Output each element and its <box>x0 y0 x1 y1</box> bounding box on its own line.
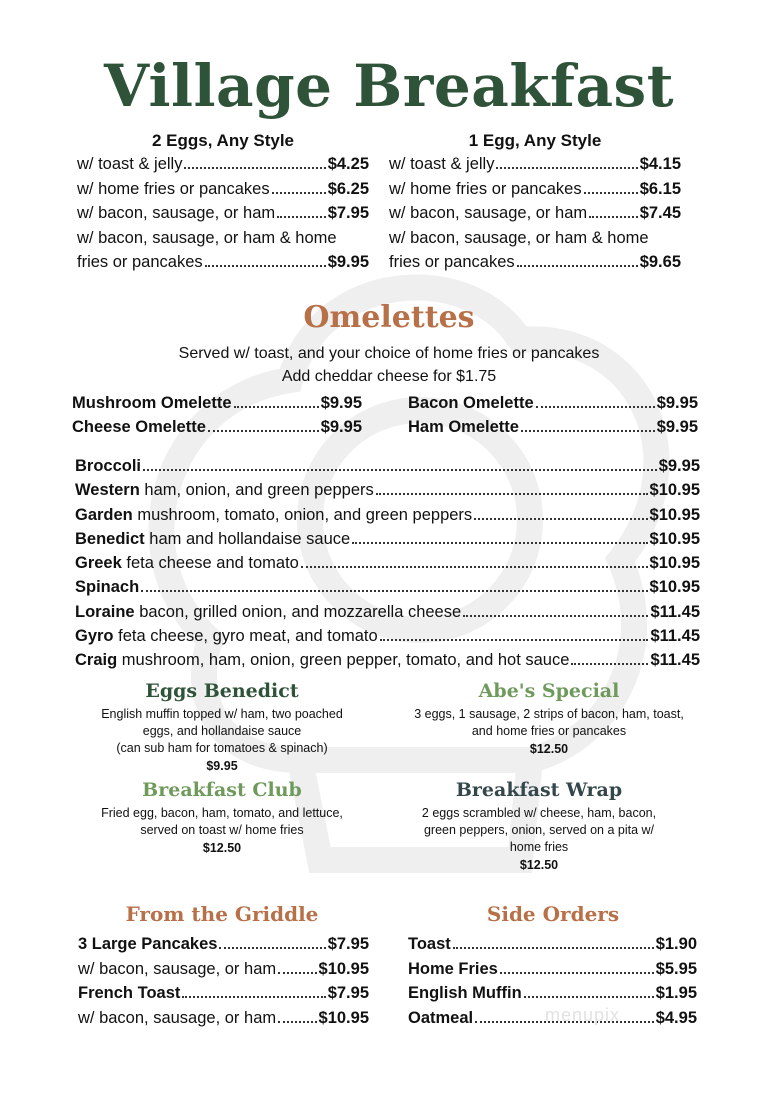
menu-item: Home Fries $5.95 <box>408 959 697 978</box>
menu-item: Craig mushroom, ham, onion, green pepper, tomato, and hot sauce $11.45 <box>75 651 700 670</box>
breakfast-wrap-special: Breakfast Wrap 2 eggs scrambled w/ cheese, ham, bacon, green peppers, onion, served on a pita w/ home fries $12.50 <box>388 779 690 874</box>
special-title: Breakfast Wrap <box>455 779 623 801</box>
menu-item: w/ bacon, sausage, or ham $7.95 <box>77 204 369 222</box>
menu-item: Bacon Omelette $9.95 <box>408 394 698 412</box>
menu-item-multiline-1: w/ bacon, sausage, or ham & home <box>389 228 649 247</box>
menu-item: English Muffin $1.95 <box>408 984 697 1002</box>
breakfast-club-special: Breakfast Club Fried egg, bacon, ham, tomato, and lettuce, served on toast w/ home fries $12.50 <box>72 779 372 857</box>
sides-heading-wrap <box>398 902 708 930</box>
menu-item: Mushroom Omelette $9.95 <box>72 394 362 412</box>
menu-item: 3 Large Pancakes $7.95 <box>78 935 369 953</box>
special-price: $12.50 <box>202 841 242 855</box>
menu-item: Greek feta cheese and tomato $10.95 <box>75 554 700 573</box>
two-eggs-section <box>77 131 369 278</box>
menu-item: Oatmeal $4.95 <box>408 1008 697 1027</box>
menu-item: Cheese Omelette $9.95 <box>72 418 362 437</box>
menu-item: Gyro feta cheese, gyro meat, and tomato $11.45 <box>75 627 700 646</box>
sides-title: Side Orders <box>486 902 620 926</box>
menu-item: Toast $1.90 <box>408 935 697 953</box>
menu-item: w/ bacon, sausage, or ham $7.45 <box>389 204 681 222</box>
menu-item: French Toast $7.95 <box>78 984 369 1002</box>
menu-item-multiline-1: w/ bacon, sausage, or ham & home <box>77 228 337 247</box>
griddle-heading-wrap <box>72 902 372 930</box>
two-eggs-heading: 2 Eggs, Any Style <box>151 131 295 150</box>
special-title: Eggs Benedict <box>145 680 299 702</box>
menu-item: Loraine bacon, grilled onion, and mozzarella cheese $11.45 <box>75 602 700 621</box>
menu-item: Broccoli $9.95 <box>75 457 700 475</box>
omelettes-note-1: Served w/ toast, and your choice of home fries or pancakes <box>178 345 600 362</box>
menu-item: w/ home fries or pancakes $6.15 <box>389 179 681 198</box>
menu-item: w/ toast & jelly $4.25 <box>77 155 369 173</box>
special-title: Breakfast Club <box>142 779 302 801</box>
special-price: $12.50 <box>519 858 559 872</box>
menu-item-multiline-2: fries or pancakes $9.65 <box>389 253 681 271</box>
menu-item-multiline-2: fries or pancakes $9.95 <box>77 253 369 271</box>
omelette-pairs-left <box>72 394 362 443</box>
omelettes-note-2: Add cheddar cheese for $1.75 <box>281 368 497 385</box>
griddle-title: From the Griddle <box>125 902 319 926</box>
menu-item: w/ bacon, sausage, or ham $10.95 <box>78 1008 369 1027</box>
omelettes-title: Omelettes <box>303 300 475 335</box>
menu-item: Western ham, onion, and green peppers $10.95 <box>75 481 700 500</box>
menu-item: Spinach $10.95 <box>75 578 700 597</box>
special-title: Abe's Special <box>478 680 620 702</box>
menu-item: Benedict ham and hollandaise sauce $10.95 <box>75 529 700 548</box>
griddle-list <box>78 935 369 1033</box>
watermark-text: menupix <box>545 1005 621 1025</box>
special-price: $12.50 <box>529 742 569 756</box>
menu-item: Ham Omelette $9.95 <box>408 418 698 437</box>
menu-item: w/ toast & jelly $4.15 <box>389 155 681 173</box>
menu-title: Village Breakfast <box>103 52 675 120</box>
special-price: $9.95 <box>206 759 238 773</box>
omelette-list <box>75 457 700 676</box>
eggs-benedict-special: Eggs Benedict English muffin topped w/ ham, two poached eggs, and hollandaise sauce (can sub ham for tomatoes & spinach) $9.95 <box>72 680 372 775</box>
abes-special: Abe's Special 3 eggs, 1 sausage, 2 strips of bacon, ham, toast, and home fries or pancakes $12.50 <box>398 680 700 758</box>
one-egg-heading: 1 Egg, Any Style <box>468 131 602 150</box>
omelette-pairs-right <box>408 394 698 443</box>
menu-item: Garden mushroom, tomato, onion, and green peppers $10.95 <box>75 505 700 524</box>
one-egg-section <box>389 131 681 278</box>
menu-item: w/ bacon, sausage, or ham $10.95 <box>78 959 369 978</box>
menu-item: w/ home fries or pancakes $6.25 <box>77 179 369 198</box>
